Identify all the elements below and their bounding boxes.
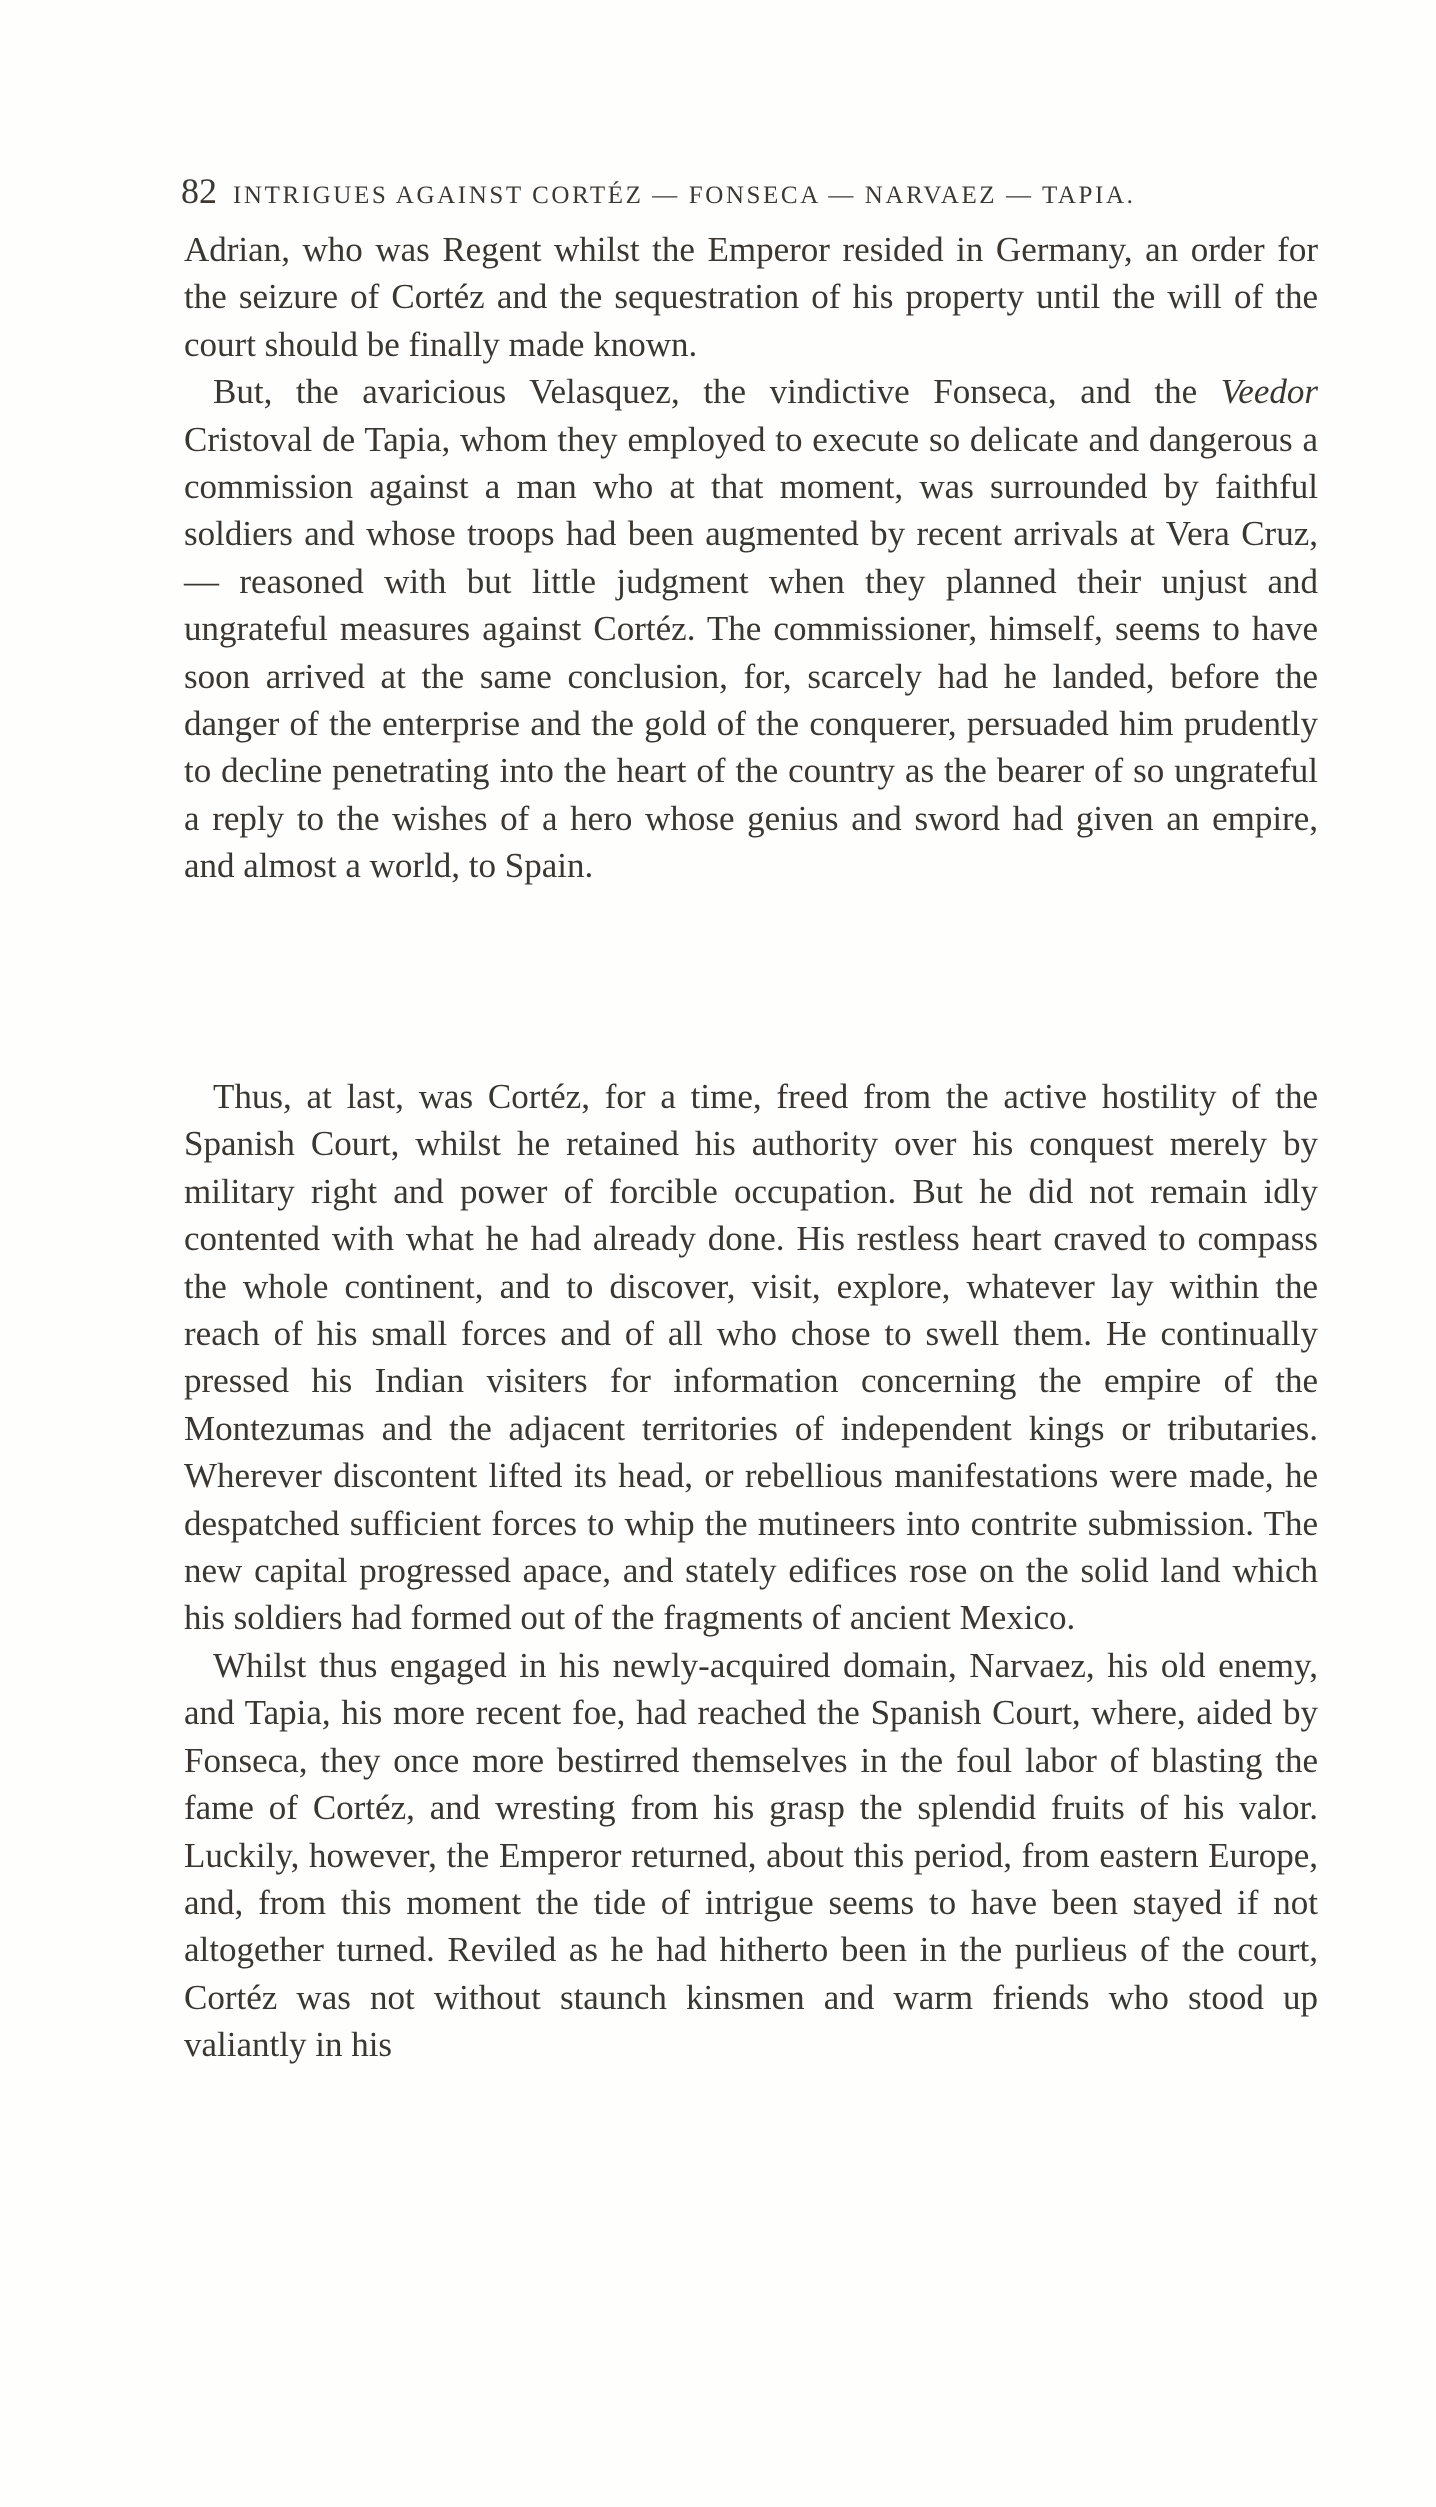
page-number: 82 bbox=[181, 171, 217, 211]
paragraph-text: But, the avaricious Velasquez, the vindictive Fonseca, and the bbox=[213, 372, 1198, 412]
paragraph-continuation bbox=[184, 226, 1318, 368]
paragraph-velasquez bbox=[184, 368, 1318, 889]
paragraph-text: Adrian, who was Regent whilst the Emperor resided in Germany, an order for the seizure of Cortéz and the sequestration of his property until the will of the court should be finally made known. bbox=[184, 230, 1318, 364]
paragraph-text: Whilst thus engaged in his newly-acquired domain, Narvaez, his old enemy, and Tapia, his more recent foe, had reached the Spanish Court, where, aided by Fonseca, they once more bestirred themselves in the foul labor of blasting the fame of Cortéz, and wresting from his grasp the splendid fruits of his valor. Luckily, however, the Emperor returned, about this period, from eastern Europe, and, from this moment the tide of intrigue seems to have been stayed if not altogether turned. Reviled as he had hitherto been in the purlieus of the court, Cortéz was not without staunch kinsmen and warm friends who stood up valiantly in his bbox=[184, 1645, 1318, 2065]
running-header bbox=[181, 170, 1321, 212]
paragraph-text: Thus, at last, was Cortéz, for a time, freed from the active hostility of the Spanish Court, whilst he retained his authority over his conquest merely by military right and power of forcible occupation. But he did not remain idly contented with what he had already done. His restless heart craved to compass the whole continent, and to discover, visit, explore, whatever lay within the reach of his small forces and of all who chose to swell them. He continually pressed his Indian visiters for information concerning the empire of the Montezumas and the adjacent territories of independent kings or tributaries. Wherever discontent lifted its head, or rebellious manifestations were made, he despatched sufficient forces to whip the mutineers into contrite submission. The new capital progressed apace, and stately edifices rose on the solid land which his soldiers had formed out of the fragments of ancient Mexico. bbox=[184, 1077, 1318, 1638]
running-title: INTRIGUES AGAINST CORTÉZ — FONSECA — NARVAEZ — TAPIA. bbox=[233, 182, 1136, 209]
italic-term: Veedor bbox=[1220, 372, 1318, 412]
text-block-upper bbox=[184, 226, 1318, 890]
paragraph-text: Cristoval de Tapia, whom they employed to execute so delicate and dangerous a commission against a man who at that moment, was surrounded by faithful soldiers and whose troops had been augmented by recent arrivals at Vera Cruz, — reasoned with but little judgment when they planned their unjust and ungrateful measures against Cortéz. The commissioner, himself, seems to have soon arrived at the same conclusion, for, scarcely had he landed, before the danger of the enterprise and the gold of the conquerer, persuaded him prudently to decline penetrating into the heart of the country as the bearer of so ungrateful a reply to the wishes of a hero whose genius and sword had given an empire, and almost a world, to Spain. bbox=[184, 419, 1318, 886]
paragraph-thus bbox=[184, 1073, 1318, 1642]
paragraph-whilst bbox=[184, 1642, 1318, 2069]
text-block-lower bbox=[184, 1073, 1318, 2069]
